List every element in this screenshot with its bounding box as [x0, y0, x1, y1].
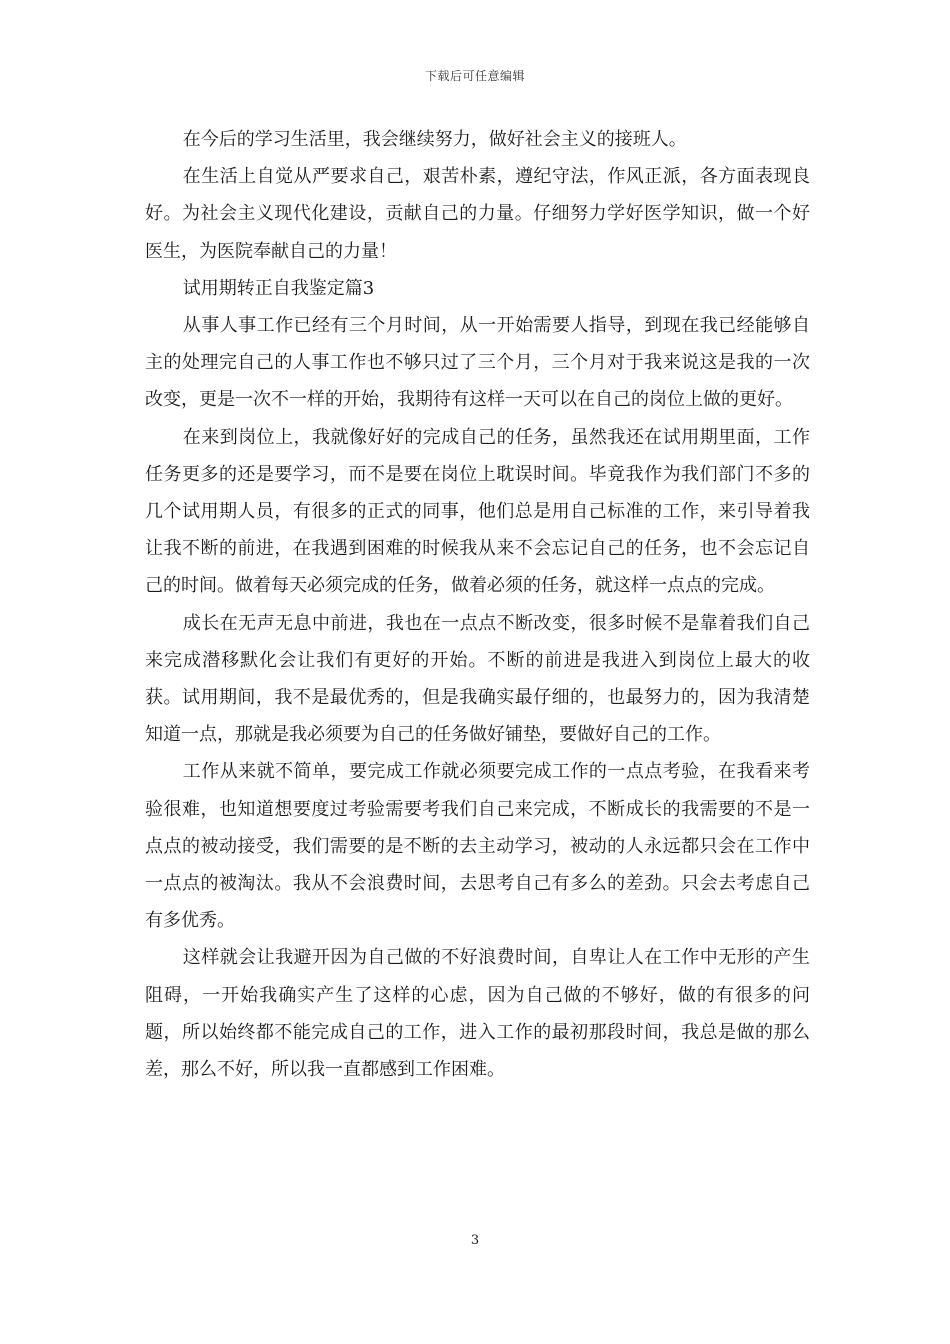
- document-body: [145, 121, 810, 1088]
- page-number: 3: [470, 1233, 480, 1248]
- paragraph: 成长在无声无息中前进，我也在一点点不断改变，很多时候不是靠着我们自己来完成潜移默化会让我们有更好的开始。不断的前进是我进入到岗位上最大的收获。试用期间，我不是最优秀的，但是我确实最仔细的，也最努力的，因为我清楚知道一点，那就是我必须要为自己的任务做好铺垫，要做好自己的工作。: [145, 612, 810, 746]
- paragraph: 在今后的学习生活里，我会继续努力，做好社会主义的接班人。: [182, 129, 687, 150]
- paragraph: 这样就会让我避开因为自己做的不好浪费时间，自卑让人在工作中无形的产生阻碍，一开始我确实产生了这样的心虑，因为自己做的不够好，做的有很多的问题，所以始终都不能完成自己的工作，进入工作的最初那段时间，我总是做的那么差，那么不好，所以我一直都感到工作困难。: [145, 947, 810, 1081]
- paragraph: 在生活上自觉从严要求自己，艰苦朴素，遵纪守法，作风正派，各方面表现良好。为社会主义现代化建设，贡献自己的力量。仔细努力学好医学知识，做一个好医生，为医院奉献自己的力量！: [145, 166, 810, 262]
- paragraph: 工作从来就不简单，要完成工作就必须要完成工作的一点点考验，在我看来考验很难，也知道想要度过考验需要考我们自己来完成，不断成长的我需要的不是一点点的被动接受，我们需要的是不断的去主动学习，被动的人永远都只会在工作中一点点的被淘汰。我从不会浪费时间，去思考自己有多么的差劲。只会去考虑自己有多优秀。: [145, 761, 810, 932]
- section-heading: 试用期转正自我鉴定篇3: [182, 277, 375, 299]
- paragraph: 在来到岗位上，我就像好好的完成自己的任务，虽然我还在试用期里面，工作任务更多的还是要学习，而不是要在岗位上耽误时间。毕竟我作为我们部门不多的几个试用期人员，有很多的正式的同事，他们总是用自己标准的工作，来引导着我让我不断的前进，在我遇到困难的时候我从来不会忘记自己的任务，也不会忘记自己的时间。做着每天必须完成的任务，做着必须的任务，就这样一点点的完成。: [145, 426, 810, 597]
- page-header: 下载后可任意编辑: [424, 69, 525, 83]
- paragraph: 从事人事工作已经有三个月时间，从一开始需要人指导，到现在我已经能够自主的处理完自己的人事工作也不够只过了三个月，三个月对于我来说这是我的一次改变，更是一次不一样的开始，我期待有这样一天可以在自己的岗位上做的更好。: [145, 315, 810, 411]
